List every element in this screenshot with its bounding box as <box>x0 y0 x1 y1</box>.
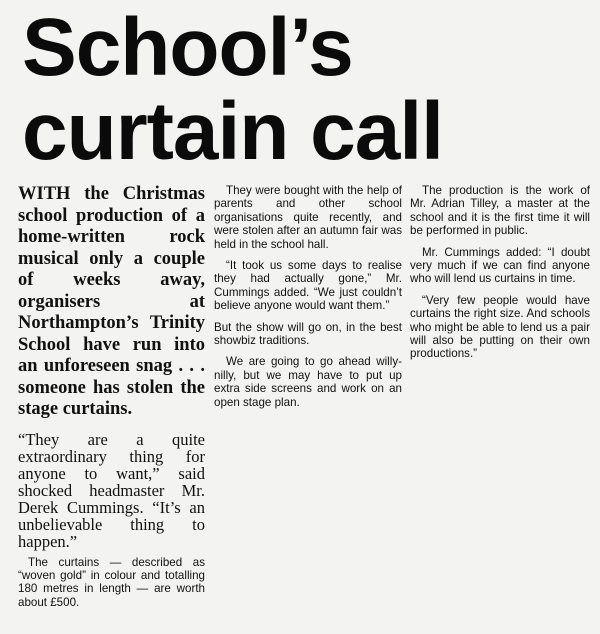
column-2 <box>214 184 402 417</box>
column-3 <box>410 184 590 369</box>
bought-paragraph: They were bought with the help of parents and other school organisations quite recently, and were stolen after an autumn fair was held in the school hall. <box>214 184 402 251</box>
production-paragraph: The production is the work of Mr. Adrian Tilley, a master at the school and it is the first time it will be performed in public. <box>410 184 590 238</box>
show-goes-on-paragraph: But the show will go on, in the best showbiz traditions. <box>214 320 402 348</box>
column-1 <box>18 184 205 617</box>
took-days-paragraph: “It took us some days to realise they had actually gone,” Mr. Cummings added. “We just couldn’t believe anyone would want them.” <box>214 259 402 313</box>
headline <box>22 2 592 177</box>
go-ahead-paragraph: We are going to go ahead willy-nilly, but we may have to put up extra side screens and work on an open stage plan. <box>214 355 402 409</box>
curtains-description: The curtains — described as “woven gold” in colour and totalling 180 metres in length — are worth about £500. <box>18 555 205 609</box>
few-people-paragraph: “Very few people would have curtains the right size. And schools who might be able to lend us a pair will also be putting on their own productions.” <box>410 293 590 361</box>
headmaster-quote: “They are a quite extraordinary thing for anyone to want,” said shocked headmaster Mr. Derek Cummings. “It’s an unbelievable thing to happen.” <box>18 429 205 551</box>
doubt-paragraph: Mr. Cummings added: “I doubt very much if we can find anyone who will lend us curtains in time. <box>410 245 590 286</box>
lead-paragraph: WITH the Christmas school production of a home-written rock musical only a couple of weeks away, organisers at Northampton’s Trinity School have run into an unforeseen snag . . . someone has stolen the stage curtains. <box>18 184 205 419</box>
headline-line-1: School’s <box>22 2 353 93</box>
headline-line-2: curtain call <box>22 86 443 177</box>
